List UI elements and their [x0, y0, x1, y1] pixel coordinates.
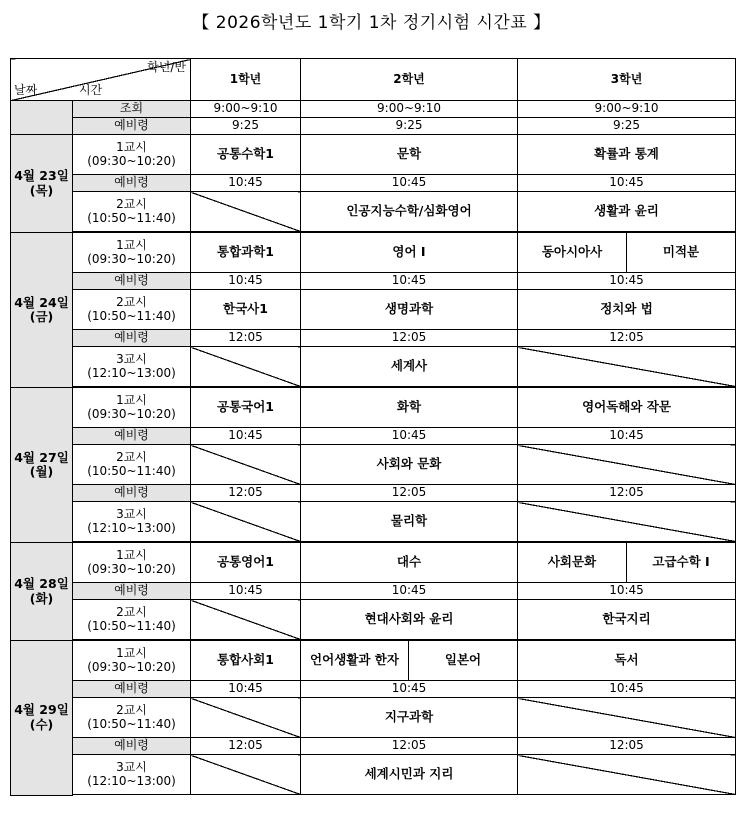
subject-cell: 문학: [301, 135, 518, 175]
period-time: (10:50~11:40): [87, 716, 176, 731]
bell-time: 12:05: [518, 330, 736, 347]
header-row: [11, 59, 736, 101]
date-text: 4월 29일: [14, 702, 69, 718]
date-text: 4월 28일: [14, 576, 69, 592]
no-exam-cell: [191, 445, 301, 485]
subject-cell: 공통국어1: [191, 388, 301, 428]
bell-time: 10:45: [191, 681, 301, 698]
no-exam-cell: [518, 347, 736, 387]
period1-label-cell: [73, 233, 191, 273]
day2-period3-row: [11, 347, 736, 387]
corner-grade-class-label: 학년/반: [147, 60, 186, 74]
subject-cell: 생활과 윤리: [518, 192, 736, 232]
period-time: (10:50~11:40): [87, 618, 176, 633]
weekday-text: (수): [29, 716, 54, 732]
date-cell-day3: [11, 388, 73, 543]
period-label: 1교시: [116, 139, 147, 154]
page-title: 【 2026학년도 1학기 1차 정기시험 시간표 】: [192, 13, 551, 33]
period3-label-cell: [73, 347, 191, 387]
day5-period3-row: [11, 755, 736, 795]
bell-label: 예비령: [73, 738, 191, 755]
period2-label-cell: [73, 698, 191, 738]
assembly-time-g1: 9:00~9:10: [191, 101, 301, 118]
subject-cell: 영어독해와 작문: [518, 388, 736, 428]
no-exam-cell: [191, 502, 301, 542]
bell-time: 12:05: [518, 485, 736, 502]
subject-cell: 독서: [518, 641, 736, 681]
date-cell-day4: [11, 543, 73, 641]
prebell-time-g2: 9:25: [301, 118, 518, 135]
weekday-text: (금): [29, 309, 54, 324]
corner-header-cell: [11, 59, 191, 101]
no-exam-cell: [191, 192, 301, 232]
day3-period3-row: [11, 502, 736, 542]
period-label: 1교시: [116, 392, 147, 407]
bell-time: 10:45: [301, 175, 518, 192]
subject-cell: 한국지리: [518, 600, 736, 640]
period-time: (09:30~10:20): [87, 561, 176, 576]
day4-period1-row: [11, 543, 736, 583]
bell-label: 예비령: [73, 273, 191, 290]
no-exam-cell: [191, 698, 301, 738]
period-time: (09:30~10:20): [87, 251, 176, 266]
date-cell-day2: [11, 233, 73, 388]
bell-label: 예비령: [73, 485, 191, 502]
day2-period2-row: [11, 290, 736, 330]
date-cell-day1: [11, 135, 73, 233]
bell-time: 12:05: [191, 330, 301, 347]
period1-label-cell: [73, 388, 191, 428]
subject-cell: 화학: [301, 388, 518, 428]
subject-cell: 확률과 통계: [518, 135, 736, 175]
subject-cell: 세계사: [301, 347, 518, 387]
period1-label-cell: [73, 641, 191, 681]
bell-time: 10:45: [191, 583, 301, 600]
assembly-time-g3: 9:00~9:10: [518, 101, 736, 118]
bell-label: 예비령: [73, 583, 191, 600]
prebell-time-g1: 9:25: [191, 118, 301, 135]
period-label: 1교시: [116, 237, 147, 252]
subject-cell: 인공지능수학/심화영어: [301, 192, 518, 232]
bell-time: 10:45: [191, 273, 301, 290]
day5-bell2-row: [11, 738, 736, 755]
grade3-header: 3학년: [518, 59, 736, 101]
period2-label-cell: [73, 600, 191, 640]
day5-bell-row: [11, 681, 736, 698]
date-text: 4월 27일: [14, 449, 69, 465]
no-exam-cell: [191, 755, 301, 795]
subject-cell: 고급수학 I: [627, 543, 736, 583]
assembly-row: [11, 101, 736, 118]
period-label: 3교시: [116, 506, 147, 521]
no-exam-cell: [518, 445, 736, 485]
period-time: (12:10~13:00): [87, 365, 176, 380]
subject-cell: 대수: [301, 543, 518, 583]
day3-bell-row: [11, 428, 736, 445]
bell-label: 예비령: [73, 330, 191, 347]
blank-date-cell: [11, 101, 73, 135]
day3-period1-row: [11, 388, 736, 428]
subject-cell: 언어생활과 한자: [301, 641, 409, 681]
period-label: 1교시: [116, 645, 147, 660]
no-exam-cell: [518, 502, 736, 542]
subject-cell: 동아시아사: [518, 233, 627, 273]
no-exam-cell: [518, 755, 736, 795]
bell-time: 10:45: [518, 583, 736, 600]
grade1-header: 1학년: [191, 59, 301, 101]
period-time: (10:50~11:40): [87, 210, 176, 225]
period-time: (09:30~10:20): [87, 406, 176, 421]
subject-cell: 통합과학1: [191, 233, 301, 273]
subject-cell: 사회와 문화: [301, 445, 518, 485]
subject-cell: 정치와 법: [518, 290, 736, 330]
day2-bell2-row: [11, 330, 736, 347]
bell-time: 12:05: [518, 738, 736, 755]
day1-bell-row: [11, 175, 736, 192]
period2-label-cell: [73, 192, 191, 232]
bell-label: 예비령: [73, 175, 191, 192]
prebell-label: 예비령: [73, 118, 191, 135]
assembly-label: 조회: [73, 101, 191, 118]
period3-label-cell: [73, 502, 191, 542]
subject-cell: 지구과학: [301, 698, 518, 738]
no-exam-cell: [191, 600, 301, 640]
subject-cell: 한국사1: [191, 290, 301, 330]
day1-period2-row: [11, 192, 736, 232]
subject-cell: 공통수학1: [191, 135, 301, 175]
day3-period2-row: [11, 445, 736, 485]
period1-label-cell: [73, 135, 191, 175]
period-time: (09:30~10:20): [87, 659, 176, 674]
day1-period1-row: [11, 135, 736, 175]
subject-cell: 물리학: [301, 502, 518, 542]
no-exam-cell: [191, 347, 301, 387]
bell-time: 10:45: [301, 681, 518, 698]
period2-label-cell: [73, 445, 191, 485]
bell-time: 12:05: [301, 485, 518, 502]
bell-time: 10:45: [301, 583, 518, 600]
date-cell-day5: [11, 641, 73, 796]
corner-date-label: 날짜: [14, 83, 38, 98]
no-exam-cell: [518, 698, 736, 738]
subject-cell: 세계시민과 지리: [301, 755, 518, 795]
bell-time: 12:05: [301, 738, 518, 755]
subject-cell: 일본어: [409, 641, 518, 681]
period-label: 3교시: [116, 351, 147, 366]
date-text: 4월 23일: [14, 168, 69, 184]
bell-time: 12:05: [191, 485, 301, 502]
weekday-text: (화): [29, 590, 54, 606]
subject-cell: 통합사회1: [191, 641, 301, 681]
period-time: (10:50~11:40): [87, 463, 176, 478]
weekday-text: (목): [29, 182, 54, 198]
period-label: 2교시: [116, 702, 147, 717]
period2-label-cell: [73, 290, 191, 330]
day5-period1-row: [11, 641, 736, 681]
subject-cell: 사회문화: [518, 543, 627, 583]
bell-time: 10:45: [518, 681, 736, 698]
period-label: 2교시: [116, 604, 147, 619]
corner-time-label: 시간: [79, 83, 103, 98]
day4-period2-row: [11, 600, 736, 640]
bell-time: 10:45: [518, 428, 736, 445]
bell-label: 예비령: [73, 681, 191, 698]
bell-time: 10:45: [518, 273, 736, 290]
period-time: (09:30~10:20): [87, 153, 176, 168]
prebell-time-g3: 9:25: [518, 118, 736, 135]
bell-time: 12:05: [301, 330, 518, 347]
bell-time: 10:45: [191, 175, 301, 192]
period3-label-cell: [73, 755, 191, 795]
day2-bell-row: [11, 273, 736, 290]
period-label: 3교시: [116, 759, 147, 774]
bell-time: 10:45: [518, 175, 736, 192]
subject-cell: 현대사회와 윤리: [301, 600, 518, 640]
period-label: 2교시: [116, 449, 147, 464]
prebell-row: [11, 118, 736, 135]
period-label: 2교시: [116, 196, 147, 211]
bell-time: 10:45: [191, 428, 301, 445]
grade2-header: 2학년: [301, 59, 518, 101]
bell-time: 12:05: [191, 738, 301, 755]
day3-bell2-row: [11, 485, 736, 502]
bell-time: 10:45: [301, 273, 518, 290]
period-label: 2교시: [116, 294, 147, 309]
subject-cell: 미적분: [627, 233, 736, 273]
bell-time: 10:45: [301, 428, 518, 445]
exam-timetable: [10, 58, 736, 796]
day4-bell-row: [11, 583, 736, 600]
period-time: (12:10~13:00): [87, 773, 176, 788]
subject-cell: 영어 I: [301, 233, 518, 273]
subject-cell: 생명과학: [301, 290, 518, 330]
period1-label-cell: [73, 543, 191, 583]
weekday-text: (월): [29, 464, 54, 479]
period-time: (12:10~13:00): [87, 520, 176, 535]
day5-period2-row: [11, 698, 736, 738]
period-time: (10:50~11:40): [87, 308, 176, 323]
date-text: 4월 24일: [14, 294, 69, 310]
day2-period1-row: [11, 233, 736, 273]
period-label: 1교시: [116, 547, 147, 562]
assembly-time-g2: 9:00~9:10: [301, 101, 518, 118]
bell-label: 예비령: [73, 428, 191, 445]
subject-cell: 공통영어1: [191, 543, 301, 583]
